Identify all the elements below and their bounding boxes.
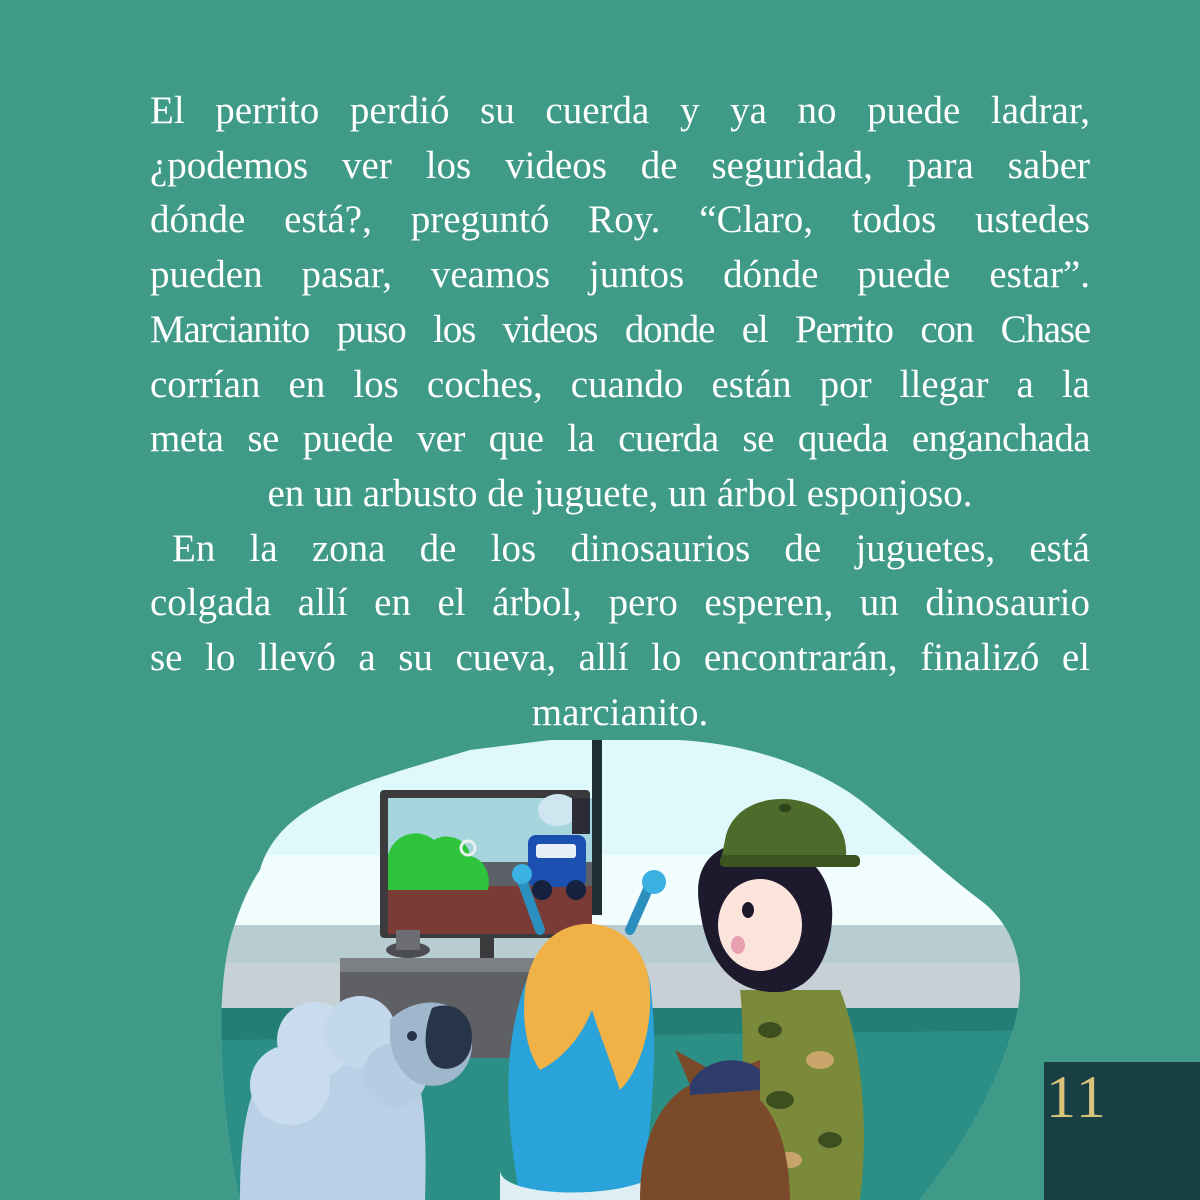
story-line: Marcianito puso los videos donde el Perrito con Chase — [150, 307, 1090, 351]
page-number: 11 — [1046, 1064, 1108, 1130]
security-room-illustration — [220, 740, 1060, 1200]
story-line: en un arbusto de juguete, un árbol esponjoso. — [267, 471, 973, 515]
wall-post — [592, 740, 602, 915]
story-line: pueden pasar, veamos juntos dónde puede estar”. — [150, 253, 1090, 297]
story-line: dónde está?, preguntó Roy. “Claro, todos ustedes — [150, 198, 1090, 242]
story-line: se lo llevó a su cueva, allí lo encontrarán, finalizó el — [150, 636, 1090, 680]
story-line: En la zona de los dinosaurios de juguetes, está — [172, 526, 1090, 570]
story-line: corrían en los coches, cuando están por llegar a la — [150, 362, 1090, 406]
story-line: colgada allí en el árbol, pero esperen, un dinosaurio — [150, 581, 1090, 625]
story-line: marcianito. — [531, 690, 709, 734]
boy-face — [718, 879, 802, 971]
toy-car — [528, 835, 586, 887]
page-number-box — [1044, 1062, 1200, 1200]
story-line: El perrito perdió su cuerda y ya no puede ladrar, — [150, 89, 1090, 132]
story-line: meta se puede ver que la cuerda se queda enganchada — [150, 417, 1090, 461]
story-text — [150, 84, 1090, 740]
story-line: ¿podemos ver los videos de seguridad, para saber — [150, 143, 1090, 187]
